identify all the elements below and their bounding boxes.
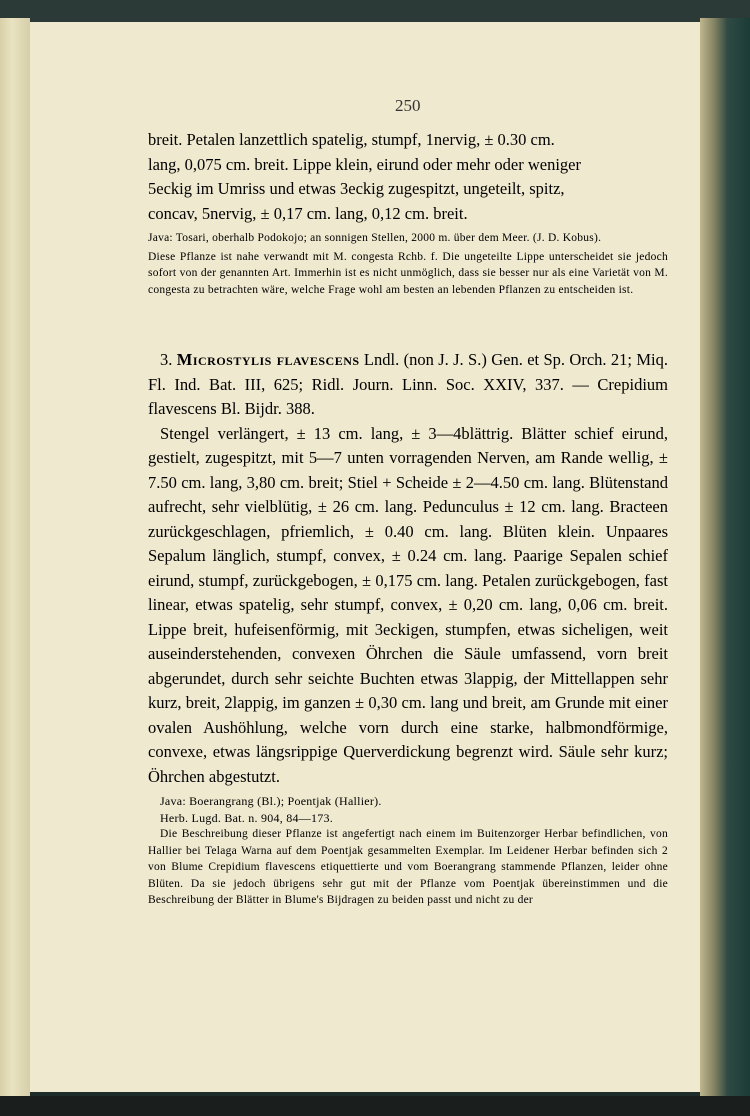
species-name: Microstylis flavescens [176, 350, 360, 369]
remark-note: Diese Pflanze ist nahe verwandt mit M. congesta Rchb. f. Die ungeteilte Lippe unterscheidet sie jedoch sofort von der genannten Art. Immerhin ist es nicht unmöglich, dass sie besser nur als eine Varietät von M. congesta zu betrachten wäre, welche Frage wohl am besten an lebenden Pflanzen zu entscheiden ist. [148, 250, 668, 296]
species-description: Stengel verlängert, ± 13 cm. lang, ± 3—4blättrig. Blätter schief eirund, gestielt, zugespitzt, mit 5—7 unten vorragenden Nerven, am Rande wellig, ± 7.50 cm. lang, 3,80 cm. breit; Stiel + Scheide ± 2—4.50 cm. lang. Blütenstand aufrecht, sehr vielblütig, ± 26 cm. lang. Pedunculus ± 12 cm. lang. Bracteen zurückgeschlagen, pfriemlich, ± 0.40 cm. lang. Blüten klein. Unpaares Sepalum länglich, stumpf, convex, ± 0.24 cm. lang. Paarige Sepalen schief eirund, stumpf, zurückgebogen, ± 0,175 cm. lang. Petalen zurückgebogen, fast linear, etwas spatelig, sehr stumpf, convex, ± 0,20 cm. lang, 0,06 cm. breit. Lippe breit, hufeisenförmig, mit 3eckigen, stumpfen, etwas sicheligen, weit auseinderstehenden, convexen Öhrchen die Säule umfassend, vorn breit abgerundet, durch sehr seichte Buchten etwas 3lappig, der Mittellappen sehr kurz, breit, 2lappig, im ganzen ± 0,30 cm. lang und breit, am Grunde mit einer ovalen Aushöhlung, welche vorn durch eine starke, halbmondförmige, convexe, etwas längsrippige Querverdickung begrenzt wird. Säule sehr kurz; Öhrchen abgestutzt. [148, 423, 668, 786]
book-gutter [0, 18, 30, 1098]
species-heading [148, 348, 668, 422]
species-number: 3. [160, 350, 173, 369]
description-line-4: concav, 5nervig, ± 0,17 cm. lang, 0,12 cm. breit. [148, 203, 468, 223]
continued-description-block [148, 128, 668, 298]
species-remark: Die Beschreibung dieser Pflanze ist angefertigt nach einem im Buitenzorger Herbar befindlichen, von Hallier bei Telaga Warna auf dem Poentjak gesammelten Exemplar. Im Leidener Herbar befinden sich 2 von Blume Crepidium flavescens etiquettierte und vom Boerangrang stammende Pflanzen, leider ohne Blüten. Da sie jedoch übrigens sehr gut mit der Pflanze vom Poentjak übereinstimmen und die Beschreibung der Blätter in Blume's Bijdragen zu beiden passt und nicht zu der [148, 828, 668, 906]
description-line-2: lang, 0,075 cm. breit. Lippe klein, eirund oder mehr oder weniger [148, 154, 581, 174]
description-line-3: 5eckig im Umriss und etwas 3eckig zugespitzt, ungeteilt, spitz, [148, 179, 565, 198]
book-top-edge [0, 0, 750, 24]
species-entry-block [148, 348, 668, 909]
herbarium-reference: Herb. Lugd. Bat. n. 904, 84—173. [160, 810, 333, 825]
book-bottom-edge [0, 1096, 750, 1116]
species-locality: Java: Boerangrang (Bl.); Poentjak (Hallier). [160, 794, 382, 808]
page-number: 250 [395, 96, 421, 115]
locality-note: Java: Tosari, oberhalb Podokojo; an sonnigen Stellen, 2000 m. über dem Meer. (J. D. Kobus). [148, 232, 602, 244]
book-cover-edge [700, 18, 750, 1100]
description-line-1: breit. Petalen lanzettlich spatelig, stumpf, 1nervig, ± 0.30 cm. [148, 130, 555, 149]
species-citation: Lndl. (non J. J. S.) Gen. et Sp. Orch. 21; Miq. Fl. Ind. Bat. III, 625; Ridl. Journ. Linn. Soc. XXIV, 337. — Crepidium flavescens Bl. Bijdr. 388. [148, 350, 668, 418]
